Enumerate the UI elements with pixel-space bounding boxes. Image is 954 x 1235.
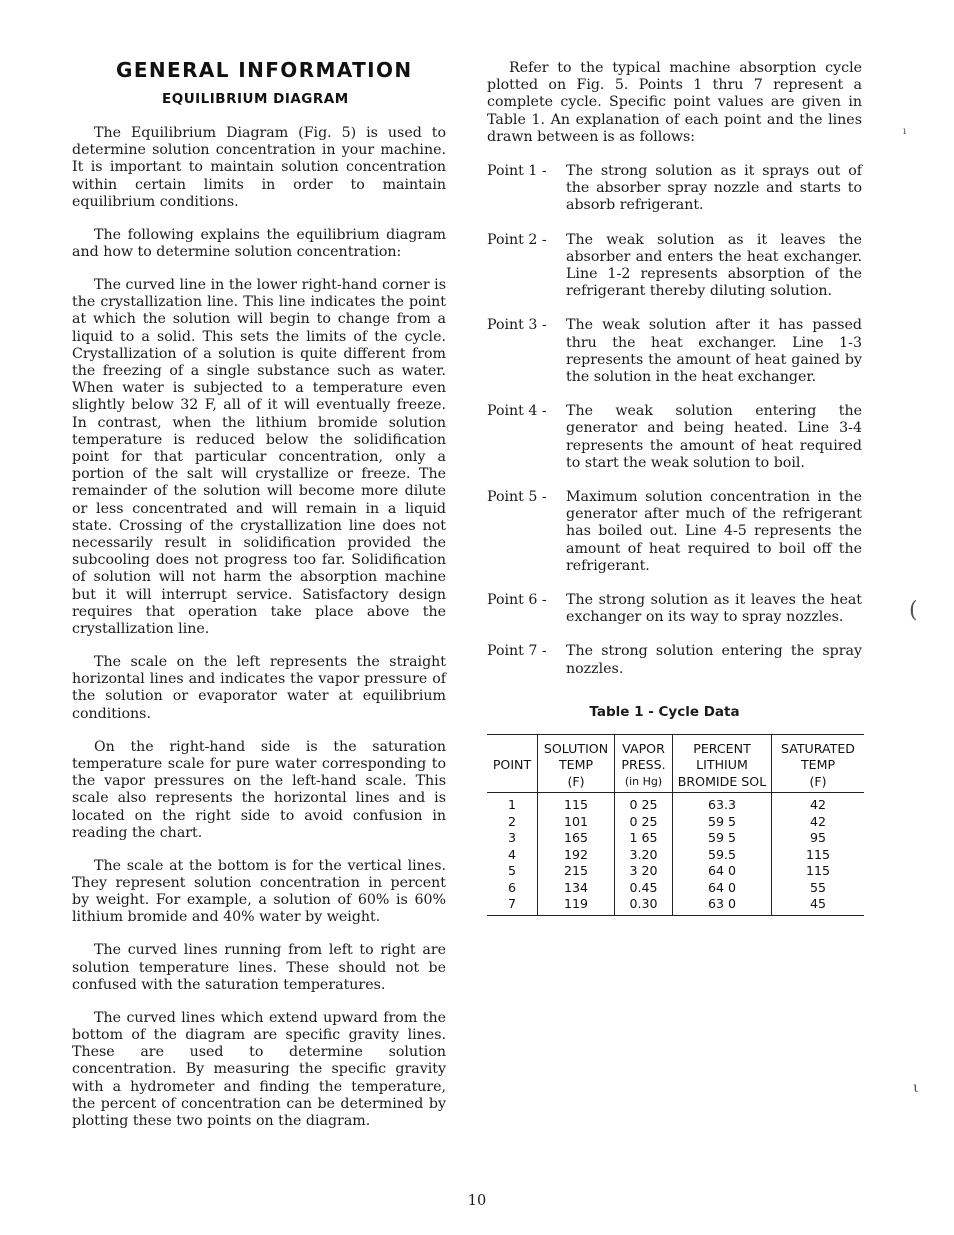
column-header-vapor-press (615, 734, 673, 793)
cycle-data-table (487, 734, 864, 916)
cell-vapor-press: 0.45 (615, 880, 673, 897)
point-label: Point 6 - (487, 592, 547, 609)
cell-vapor-press: 3 20 (615, 863, 673, 880)
paragraph-specific-gravity-lines: The curved lines which extend upward from the bottom of the diagram are specific gravity lines. These are used to determine solution concentration. By measuring the specific gravity with a hydrometer and finding the temperature, the percent of concentration can be determined by plotting these two points on the diagram. (72, 1009, 446, 1129)
column-header-point (487, 734, 538, 793)
header-line: TEMP (800, 757, 836, 773)
page-number: 10 (467, 1193, 487, 1209)
cell-solution-temp: 165 (538, 830, 615, 847)
header-line: VAPOR (622, 740, 665, 756)
point-description: The weak solution entering the generator and being heated. Line 3-4 represents the amount of heat required to start the weak solution to boil. (566, 403, 862, 471)
point-label: Point 7 - (487, 643, 547, 660)
paragraph-crystallization-line: The curved line in the lower right-hand corner is the crystallization line. This line indicates the point at which the solution will begin to change from a liquid to a solid. This sets the limits of the cycle. Crystallization of a solution is quite different from the freezing of a single substance such as water. When water is subjected to a temperature even slightly below 32 F, all of it will eventually freeze. In contrast, when the lithium bromide solution temperature is reduced below the solidification point for that particular concentration, only a portion of the salt will crystallize or freeze. The remainder of the solution will become more dilute or less concentrated and will remain in a liquid state. Crossing of the crystallization line does not necessarily result in solidification provided the subcooling does not progress too far. Solidification of solution will not harm the absorption machine but it will interrupt service. Satisfactory design requires that operation take place above the crystallization line. (72, 277, 446, 638)
cell-vapor-press: 0 25 (615, 793, 673, 814)
table-title: Table 1 - Cycle Data (589, 703, 740, 720)
cell-saturated-temp: 115 (772, 863, 865, 880)
point-label: Point 5 - (487, 489, 547, 506)
cycle-point-6 (487, 592, 862, 626)
header-line: (F) (809, 773, 827, 789)
header-line: PERCENT (693, 740, 751, 756)
header-line (489, 774, 535, 791)
header-line (489, 741, 535, 758)
cell-percent-libr: 63 0 (673, 896, 772, 915)
cell-saturated-temp: 55 (772, 880, 865, 897)
cell-solution-temp: 115 (538, 793, 615, 814)
column-header-saturated-temp (772, 734, 865, 793)
cell-vapor-press: 0 25 (615, 814, 673, 831)
cycle-point-1 (487, 163, 862, 215)
cell-saturated-temp: 42 (772, 793, 865, 814)
paragraph-temperature-lines: The curved lines running from left to right are solution temperature lines. These should not be confused with the saturation temperatures. (72, 942, 446, 993)
point-description: The weak solution after it has passed thru the heat exchanger. Line 1-3 represents the amount of heat gained by the solution in the heat exchanger. (566, 317, 862, 386)
cell-point: 5 (507, 863, 516, 879)
cycle-point-2 (487, 232, 862, 301)
cell-point: 6 (507, 879, 516, 895)
header-line: SATURATED (781, 740, 855, 756)
paragraph-purpose: The Equilibrium Diagram (Fig. 5) is used to determine solution concentration in your machine. It is important to maintain solution concentration within certain limits in order to maintain equilibrium conditions. (72, 125, 446, 210)
cycle-intro-paragraph: Refer to the typical machine absorption cycle plotted on Fig. 5. Points 1 thru 7 represent a complete cycle. Specific point values are given in Table 1. An explanation of each point and the lines drawn between is as follows: (487, 60, 862, 145)
cell-point: 2 (507, 813, 516, 829)
cell-vapor-press: 1 65 (615, 830, 673, 847)
table-row (487, 880, 864, 897)
subsection-heading: EQUILIBRIUM DIAGRAM (162, 91, 349, 107)
table-row (487, 814, 864, 831)
cell-solution-temp: 134 (538, 880, 615, 897)
cell-saturated-temp: 45 (772, 896, 865, 915)
paragraph-right-scale: On the right-hand side is the saturation temperature scale for pure water corresponding to the vapor pressures on the left-hand scale. This scale also represents the horizontal lines and is located on the right side to avoid confusion in reading the chart. (72, 738, 446, 841)
left-column (72, 58, 446, 1146)
cell-vapor-press: 3.20 (615, 847, 673, 864)
scan-margin-mark: ι (913, 1080, 919, 1096)
cycle-point-3 (487, 317, 862, 386)
cell-percent-libr: 59 5 (673, 830, 772, 847)
cell-solution-temp: 119 (538, 896, 615, 915)
cycle-point-5 (487, 489, 862, 575)
cycle-point-4 (487, 403, 862, 472)
cell-percent-libr: 64 0 (673, 863, 772, 880)
paragraph-left-scale: The scale on the left represents the straight horizontal lines and indicates the vapor pressure of the solution or evaporator water at equilibrium conditions. (72, 654, 446, 722)
right-column (487, 60, 862, 916)
table-row (487, 863, 864, 880)
cell-saturated-temp: 42 (772, 814, 865, 831)
cell-point: 7 (487, 896, 538, 915)
header-line: POINT (492, 757, 532, 773)
header-line: (in Hg) (624, 774, 663, 788)
scan-margin-bracket: ( (909, 598, 918, 623)
point-label: Point 3 - (487, 317, 547, 334)
table-header-row (487, 734, 864, 793)
cell-percent-libr: 59.5 (673, 847, 772, 864)
column-header-solution-temp (538, 734, 615, 793)
table-row (487, 896, 864, 915)
cell-percent-libr: 64 0 (673, 880, 772, 897)
table-row (487, 847, 864, 864)
scan-margin-mark: ı (903, 126, 907, 137)
point-description: The strong solution as it sprays out of the absorber spray nozzle and starts to absorb refrigerant. (566, 163, 862, 214)
point-label: Point 4 - (487, 403, 547, 420)
header-line: (F) (567, 773, 585, 789)
cell-vapor-press: 0.30 (615, 896, 673, 915)
header-line: PRESS. (621, 757, 666, 773)
point-label: Point 2 - (487, 231, 547, 248)
cell-solution-temp: 101 (538, 814, 615, 831)
cell-percent-libr: 63.3 (673, 793, 772, 814)
column-header-percent-libr (673, 734, 772, 793)
header-line: LITHIUM (696, 757, 748, 773)
point-description: Maximum solution concentration in the generator after much of the refrigerant has boiled out. Line 4-5 represents the amount of heat required to boil off the refrigerant. (566, 489, 862, 574)
point-description: The strong solution as it leaves the heat exchanger on its way to spray nozzles. (566, 592, 862, 626)
paragraph-explanation-intro: The following explains the equilibrium diagram and how to determine solution concentration: (72, 226, 446, 261)
point-description: The strong solution entering the spray nozzles. (566, 643, 862, 677)
point-description: The weak solution as it leaves the absorber and enters the heat exchanger. Line 1-2 represents absorption of the refrigerant thereby diluting solution. (566, 231, 862, 300)
cell-saturated-temp: 95 (772, 830, 865, 847)
paragraph-bottom-scale: The scale at the bottom is for the vertical lines. They represent solution concentration in percent by weight. For example, a solution of 60% is 60% lithium bromide and 40% water by weight. (72, 857, 446, 926)
header-line: BROMIDE SOL (677, 773, 767, 789)
cell-point: 3 (507, 830, 516, 846)
header-line: TEMP (558, 757, 594, 773)
section-heading: GENERAL INFORMATION (116, 58, 413, 82)
cell-point: 4 (507, 846, 516, 862)
table-row (487, 830, 864, 847)
cell-solution-temp: 215 (538, 863, 615, 880)
cycle-point-7 (487, 643, 862, 677)
cell-solution-temp: 192 (538, 847, 615, 864)
point-label: Point 1 - (487, 163, 547, 180)
cell-saturated-temp: 115 (772, 847, 865, 864)
table-row (487, 793, 864, 814)
cell-point: 1 (507, 797, 516, 813)
header-line: SOLUTION (543, 740, 609, 756)
cell-percent-libr: 59 5 (673, 814, 772, 831)
